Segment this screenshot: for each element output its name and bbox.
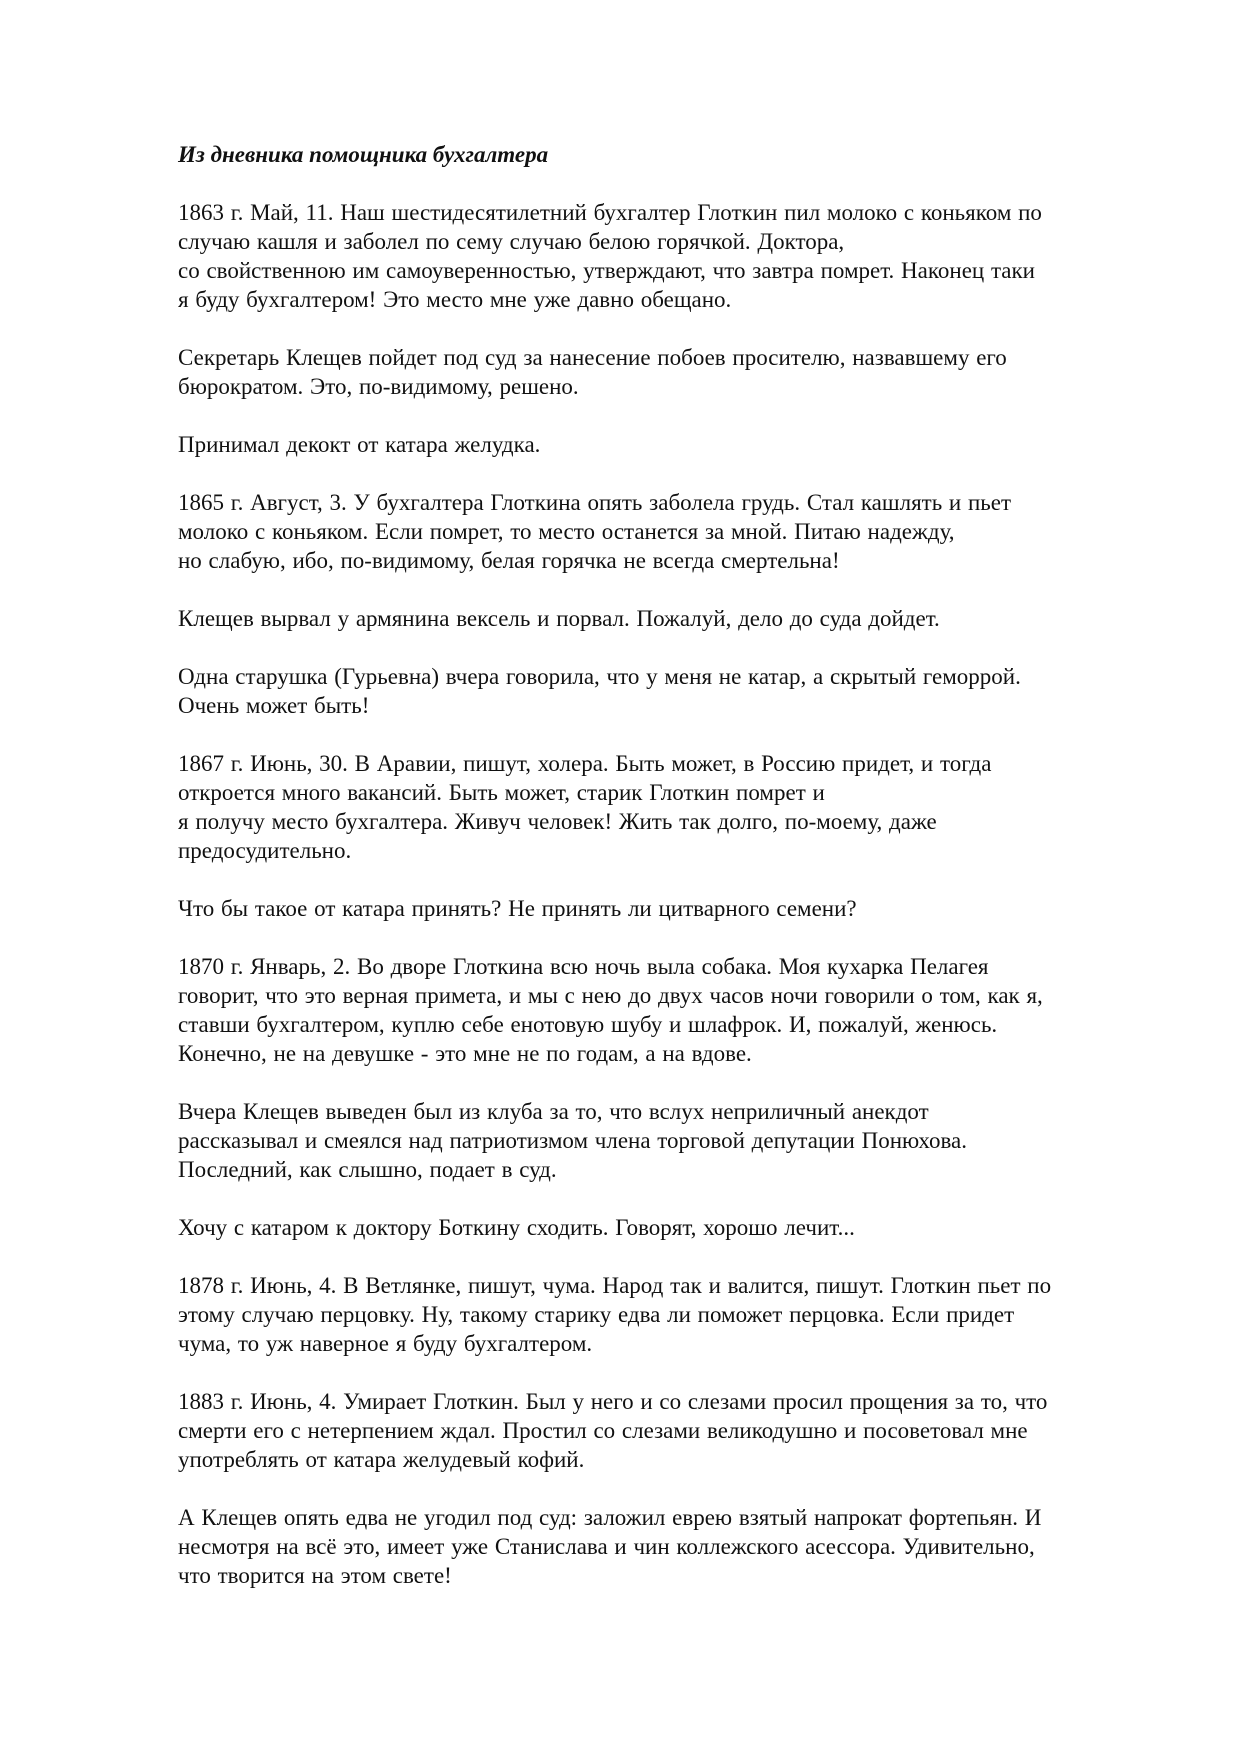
- text-line: рассказывал и смеялся над патриотизмом члена торговой депутации Понюхова.: [178, 1128, 967, 1153]
- text-line: несмотря на всё это, имеет уже Станислава и чин коллежского асессора. Удивительно,: [178, 1534, 1035, 1559]
- text-line: откроется много вакансий. Быть может, старик Глоткин помрет и: [178, 780, 825, 805]
- text-line: ставши бухгалтером, куплю себе енотовую шубу и шлафрок. И, пожалуй, женюсь.: [178, 1012, 998, 1037]
- text-line: случаю кашля и заболел по сему случаю белою горячкой. Доктора,: [178, 229, 845, 254]
- text-line: Вчера Клещев выведен был из клуба за то, что вслух неприличный анекдот: [178, 1099, 929, 1124]
- paragraph: [178, 1387, 1163, 1474]
- text-line: я получу место бухгалтера. Живуч человек! Жить так долго, по-моему, даже: [178, 809, 937, 834]
- paragraph: [178, 198, 1163, 314]
- paragraph: [178, 1213, 1163, 1242]
- text-line: предосудительно.: [178, 838, 352, 863]
- text-line: Секретарь Клещев пойдет под суд за нанесение побоев просителю, назвавшему его: [178, 345, 1007, 370]
- paragraph: [178, 1503, 1163, 1590]
- text-line: я буду бухгалтером! Это место мне уже давно обещано.: [178, 287, 732, 312]
- text-line: 1878 г. Июнь, 4. В Ветлянке, пишут, чума. Народ так и валится, пишут. Глоткин пьет по: [178, 1273, 1052, 1298]
- text-line: что творится на этом свете!: [178, 1563, 452, 1588]
- text-line: А Клещев опять едва не угодил под суд: заложил еврею взятый напрокат фортепьян. И: [178, 1505, 1042, 1530]
- paragraph: [178, 604, 1163, 633]
- text-line: Хочу с катаром к доктору Боткину сходить. Говорят, хорошо лечит...: [178, 1215, 855, 1240]
- text-line: употреблять от катара желудевый кофий.: [178, 1447, 585, 1472]
- text-line: Что бы такое от катара принять? Не принять ли цитварного семени?: [178, 896, 857, 921]
- text-line: чума, то уж наверное я буду бухгалтером.: [178, 1331, 593, 1356]
- text-line: 1883 г. Июнь, 4. Умирает Глоткин. Был у него и со слезами просил прощения за то, что: [178, 1389, 1048, 1414]
- text-line: 1870 г. Январь, 2. Во дворе Глоткина всю ночь выла собака. Моя кухарка Пелагея: [178, 954, 989, 979]
- text-line: 1865 г. Август, 3. У бухгалтера Глоткина опять заболела грудь. Стал кашлять и пьет: [178, 490, 1012, 515]
- text-line: бюрократом. Это, по-видимому, решено.: [178, 374, 579, 399]
- paragraph: [178, 662, 1163, 720]
- text-line: 1863 г. Май, 11. Наш шестидесятилетний бухгалтер Глоткин пил молоко с коньяком по: [178, 200, 1042, 225]
- paragraph: [178, 488, 1163, 575]
- text-line: этому случаю перцовку. Ну, такому старику едва ли поможет перцовка. Если придет: [178, 1302, 1015, 1327]
- paragraph-list: [178, 198, 1163, 1590]
- text-line: но слабую, ибо, по-видимому, белая горячка не всегда смертельна!: [178, 548, 840, 573]
- text-line: Одна старушка (Гурьевна) вчера говорила, что у меня не катар, а скрытый геморрой.: [178, 664, 1021, 689]
- text-line: молоко с коньяком. Если помрет, то место останется за мной. Питаю надежду,: [178, 519, 955, 544]
- text-line: со свойственною им самоуверенностью, утверждают, что завтра помрет. Наконец таки: [178, 258, 1035, 283]
- text-line: говорит, что это верная примета, и мы с нею до двух часов ночи говорили о том, как я,: [178, 983, 1043, 1008]
- text-line: Последний, как слышно, подает в суд.: [178, 1157, 557, 1182]
- text-line: Очень может быть!: [178, 693, 370, 718]
- document-body: [178, 140, 1163, 1619]
- text-line: смерти его с нетерпением ждал. Простил со слезами великодушно и посоветовал мне: [178, 1418, 1028, 1443]
- text-line: Клещев вырвал у армянина вексель и порвал. Пожалуй, дело до суда дойдет.: [178, 606, 940, 631]
- paragraph: [178, 749, 1163, 865]
- text-line: Конечно, не на девушке - это мне не по годам, а на вдове.: [178, 1041, 752, 1066]
- paragraph: [178, 1271, 1163, 1358]
- text-line: Принимал декокт от катара желудка.: [178, 432, 541, 457]
- paragraph: [178, 1097, 1163, 1184]
- paragraph: [178, 894, 1163, 923]
- paragraph: [178, 952, 1163, 1068]
- document-title: Из дневника помощника бухгалтера: [178, 142, 549, 167]
- text-line: 1867 г. Июнь, 30. В Аравии, пишут, холера. Быть может, в Россию придет, и тогда: [178, 751, 992, 776]
- paragraph: [178, 430, 1163, 459]
- paragraph: [178, 343, 1163, 401]
